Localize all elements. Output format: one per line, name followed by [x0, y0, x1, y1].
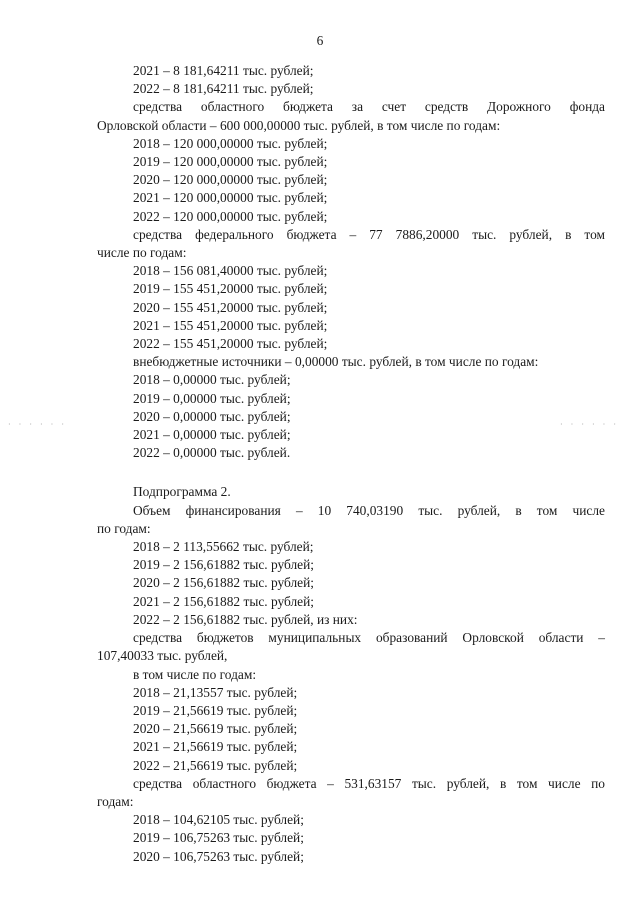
year-line: 2019 – 120 000,00000 тыс. рублей;: [133, 154, 328, 170]
year-line: 2018 – 2 113,55662 тыс. рублей;: [133, 539, 314, 555]
year-line: 2021 – 0,00000 тыс. рублей;: [133, 427, 291, 443]
year-line: 2019 – 106,75263 тыс. рублей;: [133, 830, 304, 846]
paragraph-line: Орловской области – 600 000,00000 тыс. рублей, в том числе по годам:: [97, 117, 501, 133]
paragraph-line: внебюджетные источники – 0,00000 тыс. рублей, в том числе по годам:: [133, 354, 539, 370]
year-line: 2018 – 120 000,00000 тыс. рублей;: [133, 135, 328, 151]
year-line: 2019 – 21,56619 тыс. рублей;: [133, 702, 298, 718]
section-gap: [97, 462, 605, 483]
year-line: 2021 – 2 156,61882 тыс. рублей;: [133, 593, 314, 609]
paragraph-line: 107,40033 тыс. рублей,: [97, 648, 228, 664]
year-line: 2018 – 21,13557 тыс. рублей;: [133, 684, 298, 700]
year-line: 2022 – 155 451,20000 тыс. рублей;: [133, 336, 328, 352]
year-line: 2018 – 156 081,40000 тыс. рублей;: [133, 263, 328, 279]
year-line: 2020 – 2 156,61882 тыс. рублей;: [133, 575, 314, 591]
year-line: 2018 – 0,00000 тыс. рублей;: [133, 372, 291, 388]
paragraph-line: числе по годам:: [97, 245, 187, 261]
year-line: 2020 – 21,56619 тыс. рублей;: [133, 721, 298, 737]
year-line: 2020 – 120 000,00000 тыс. рублей;: [133, 172, 328, 188]
paragraph-line: в том числе по годам:: [133, 666, 257, 682]
year-line: 2021 – 155 451,20000 тыс. рублей;: [133, 317, 328, 333]
year-line: 2019 – 155 451,20000 тыс. рублей;: [133, 281, 328, 297]
page-number: 6: [316, 33, 324, 48]
year-line: 2020 – 155 451,20000 тыс. рублей;: [133, 299, 328, 315]
paragraph-line: по годам:: [97, 520, 151, 536]
year-line: 2022 – 21,56619 тыс. рублей;: [133, 757, 298, 773]
scan-artifact-right: · · · · · ·: [560, 420, 619, 429]
paragraph-line: годам:: [97, 793, 134, 809]
year-line: 2022 – 2 156,61882 тыс. рублей, из них:: [133, 611, 358, 627]
year-line: 2019 – 2 156,61882 тыс. рублей;: [133, 557, 314, 573]
paragraph-line: средства федерального бюджета – 77 7886,20000 тыс. рублей, в том: [133, 226, 605, 242]
year-line: 2019 – 0,00000 тыс. рублей;: [133, 390, 291, 406]
paragraph-line: средства бюджетов муниципальных образований Орловской области –: [133, 630, 605, 646]
scan-artifact-left: · · · · · ·: [8, 420, 67, 429]
year-line: 2020 – 0,00000 тыс. рублей;: [133, 408, 291, 424]
paragraph-line: Объем финансирования – 10 740,03190 тыс. рублей, в том числе: [133, 502, 605, 518]
year-line: 2022 – 8 181,64211 тыс. рублей;: [133, 81, 314, 97]
paragraph-line: средства областного бюджета за счет средств Дорожного фонда: [133, 99, 605, 115]
year-line: 2022 – 0,00000 тыс. рублей.: [133, 445, 291, 461]
year-line: 2021 – 120 000,00000 тыс. рублей;: [133, 190, 328, 206]
year-line: 2018 – 104,62105 тыс. рублей;: [133, 812, 304, 828]
year-line: 2021 – 21,56619 тыс. рублей;: [133, 739, 298, 755]
year-line: 2022 – 120 000,00000 тыс. рублей;: [133, 208, 328, 224]
paragraph-line: средства областного бюджета – 531,63157 тыс. рублей, в том числе по: [133, 775, 605, 791]
subprogram-heading: Подпрограмма 2.: [133, 484, 231, 500]
year-line: 2020 – 106,75263 тыс. рублей;: [133, 848, 304, 864]
year-line: 2021 – 8 181,64211 тыс. рублей;: [133, 63, 314, 78]
document-body: [97, 62, 605, 866]
